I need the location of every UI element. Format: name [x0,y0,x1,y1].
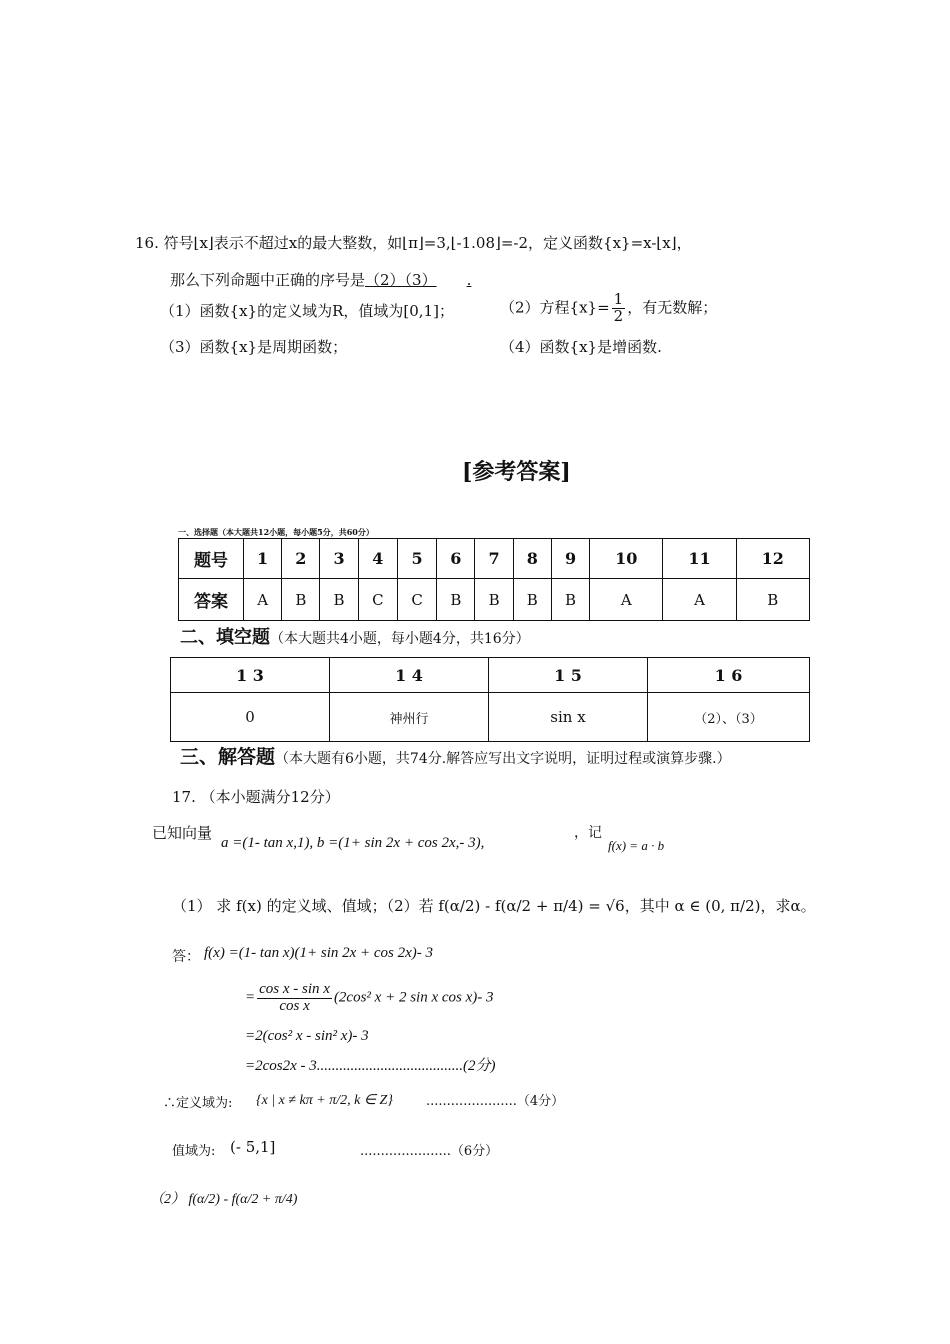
fill-answer-cell: sin x [489,693,648,742]
fill-number-cell: 1 6 [648,658,810,693]
q16-option-2-fraction [612,292,626,325]
fill-header-row [171,658,810,693]
q17-answer-line1: f(x) =(1- tan x)(1+ sin 2x + cos 2x)- 3 [204,945,434,961]
header-cell: 9 [551,539,589,579]
section2-note: （本大题共4小题，每小题4分，共16分） [270,631,530,647]
q16-option-1: （1）函数{x}的定义域为R，值域为[0,1]； [160,302,454,320]
q17-answer-line2-tail: (2cos² x + 2 sin x cos x)- 3 [333,989,494,1006]
q17-range-score: ......................（6分） [360,1144,499,1159]
answer-cell: A [590,579,663,621]
answer-cell: B [513,579,551,621]
fill-answer-table [170,657,810,742]
header-cell: 题号 [179,539,244,579]
header-cell: 11 [663,539,736,579]
equals-sign: = [245,989,256,1006]
q16-option-3: （3）函数{x}是周期函数； [160,338,348,356]
q16-answer: （2）（3） [365,271,437,289]
q16-option-2 [500,292,717,325]
fill-answer-cell: 0 [171,693,330,742]
choice-answer-table [178,538,810,621]
q17-vectors: a =(1- tan x,1), b =(1+ sin 2x + cos 2x,- 3), [221,835,485,851]
header-cell: 7 [475,539,513,579]
fill-number-cell: 1 3 [171,658,330,693]
answer-cell: C [358,579,397,621]
q17-domain-expr: {x | x ≠ kπ + π/2, k ∈ Z} [256,1093,393,1108]
q17-range-expr: (- 5,1] [230,1138,276,1156]
fill-number-cell: 1 4 [330,658,489,693]
section2-heading [180,623,530,649]
section3-title: 三、解答题 [180,746,276,768]
section3-heading [180,742,731,769]
header-cell: 2 [282,539,320,579]
answer-cell: C [397,579,436,621]
answer-cell: A [244,579,282,621]
q17-answer-line3: =2(cos² x - sin² x)- 3 [245,1028,369,1044]
answer-cell: B [282,579,320,621]
fraction-denominator: 2 [613,306,624,325]
q16-option-2-post: ，有无数解； [627,298,718,317]
section1-caption: 一、选择题（本大题共12小题，每小题5分，共60分） [178,527,374,537]
q17-ji: ，记 [574,825,602,841]
fraction-numerator: cos x - sin x [259,981,330,997]
q17-range-label: 值域为: [172,1144,216,1159]
fraction-denominator: cos x [279,997,310,1014]
q17-domain-label: ∴定义域为: [163,1096,233,1111]
answer-cell: B [736,579,809,621]
fill-answer-cell: （2）、（3） [648,693,810,742]
q17-answer-label: 答： [172,949,200,965]
answer-cell: B [475,579,513,621]
q17-answer-line2 [245,982,494,1015]
header-cell: 1 [244,539,282,579]
answer-cell: A [663,579,736,621]
q17-label: 17. （本小题满分12分） [172,788,340,806]
q16-option-4: （4）函数{x}是增函数. [500,338,662,356]
q17-fdef: f(x) = a · b [608,838,665,853]
fill-answer-cell: 神州行 [330,693,489,742]
header-cell: 8 [513,539,551,579]
choice-header-row [179,539,810,579]
section2-title: 二、填空题 [180,627,270,648]
q16-option-2-pre: （2）方程{x}= [500,298,610,317]
section3-note: （本大题有6小题，共74分.解答应写出文字说明，证明过程或演算步骤.） [275,751,731,767]
answer-cell: B [320,579,358,621]
page-title: [参考答案] [462,459,571,485]
q16-prompt: 那么下列命题中正确的序号是 [170,271,366,289]
header-cell: 4 [358,539,397,579]
fraction-numerator: 1 [613,290,624,308]
q17-given: 已知向量 [152,824,213,842]
q17-answer-line4: =2cos2x - 3.......................................(2分) [245,1058,496,1074]
header-cell: 5 [397,539,436,579]
answer-cell: B [437,579,475,621]
answer-cell: B [551,579,589,621]
choice-answer-row [179,579,810,621]
q16-answer-end: . [466,271,472,289]
header-cell: 6 [437,539,475,579]
header-cell: 12 [736,539,809,579]
q17-domain-score: ......................（4分） [426,1094,565,1109]
fill-answer-row [171,693,810,742]
q17-answer-fraction [257,982,332,1015]
header-cell: 3 [320,539,358,579]
q17-parts: （1） 求 f(x) 的定义域、值域；（2）若 f(α/2) - f(α/2 + π/4) = √6，其中 α ∈ (0, π/2)，求α。 [172,897,816,915]
q16-line2 [170,269,471,290]
header-cell: 10 [590,539,663,579]
q16-line1: 16. 符号⌊x⌋表示不超过x的最大整数，如⌊π⌋=3,⌊-1.08⌋=-2，定义函数{x}=x-⌊x⌋， [135,234,692,252]
q17-part2: （2） f(α/2) - f(α/2 + π/4) [150,1192,298,1207]
fill-number-cell: 1 5 [489,658,648,693]
answer-cell: 答案 [179,579,244,621]
